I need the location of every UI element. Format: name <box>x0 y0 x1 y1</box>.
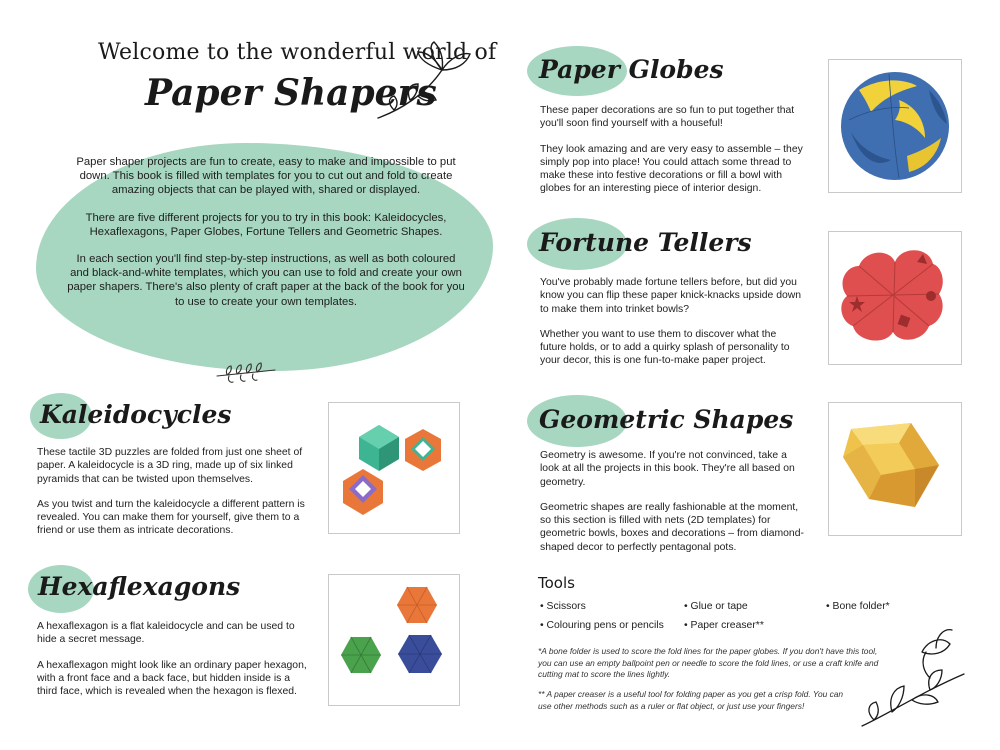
tool-item: • Glue or tape <box>684 601 748 612</box>
welcome-line-1: Welcome to the wonderful world of <box>98 40 497 65</box>
paper-globe-image <box>828 59 962 193</box>
tools-note-1: *A bone folder is used to score the fold lines for the paper globes. If you don't have this tool, you can use an empty ballpoint pen or needle to score the fold lines, or use a craft knife and cutting mat to score the lines lightly. <box>538 646 879 679</box>
hexaflexagons-title: Hexaflexagons <box>38 572 241 601</box>
geometric-title: Geometric Shapes <box>539 405 794 434</box>
intro-paragraph-1: Paper shaper projects are fun to create, easy to make and impossible to put down. This book is filled with templates for you to cut out and fold to create amazing objects that can be played with, shared or displayed. <box>76 156 456 197</box>
sprig-ornament-icon <box>215 362 277 384</box>
tool-item: • Paper creaser** <box>684 620 764 631</box>
fortune-teller-image <box>828 231 962 365</box>
hexaflexagons-paragraph-1: A hexaflexagon is a flat kaleidocycle and can be used to hide a secret message. <box>37 621 295 646</box>
tool-item: • Bone folder* <box>826 601 890 612</box>
fortune-title: Fortune Tellers <box>539 228 752 257</box>
globes-title: Paper Globes <box>539 55 724 84</box>
kaleidocycle-image <box>328 402 460 534</box>
kaleidocycles-paragraph-1: These tactile 3D puzzles are folded from just one sheet of paper. A kaleidocycle is a 3D ring, made up of six linked pyramids that can be twisted upon themselves. <box>37 447 303 485</box>
geometric-paragraph-1: Geometry is awesome. If you're not convinced, take a look at all the projects in this book. They're all based on geometry. <box>540 450 795 488</box>
globes-text <box>540 104 805 208</box>
fortune-paragraph-1: You've probably made fortune tellers before, but did you know you can flip these paper knick-knacks upside down to make them into trinket bowls? <box>540 277 802 315</box>
globes-paragraph-1: These paper decorations are so fun to put together that you'll soon find yourself with a houseful! <box>540 105 795 130</box>
geometric-text <box>540 449 805 566</box>
hexaflexagon-image <box>328 574 460 706</box>
intro-paragraph-3: In each section you'll find step-by-step instructions, as well as both coloured and black-and-white templates, which you can use to fold and create your own paper shapers. There's also plenty of craft paper at the back of the book for you to use to create your own templates. <box>67 253 465 308</box>
tools-heading: Tools <box>538 574 575 592</box>
tool-item: • Scissors <box>540 601 586 612</box>
globes-paragraph-2: They look amazing and are very easy to assemble – they simply pop into place! You could attach some thread to make these into festive decorations or fill a bowl with globes for an interesting piece of interior design. <box>540 143 803 195</box>
gem-image <box>828 402 962 536</box>
geometric-paragraph-2: Geometric shapes are really fashionable at the moment, so this section is filled with nets (2D templates) for geometric bowls, boxes and decorations – from diamond-shaped decor to perfectly pentagonal pots. <box>540 501 804 553</box>
hexaflexagons-paragraph-2: A hexaflexagon might look like an ordinary paper hexagon, with a front face and a back face, but hidden inside is a third face, which is revealed when the hexagon is flexed. <box>37 659 307 698</box>
hexaflexagons-text <box>37 620 312 710</box>
kaleidocycles-paragraph-2: As you twist and turn the kaleidocycle a different pattern is revealed. You can make them for yourself, give them to a friend or use them as intricate decorations. <box>37 498 305 537</box>
flower-doodle-icon <box>370 40 480 122</box>
kaleidocycles-title: Kaleidocycles <box>40 400 232 429</box>
branch-doodle-icon <box>852 622 972 732</box>
kaleidocycles-text <box>37 446 312 550</box>
fortune-paragraph-2: Whether you want to use them to discover what the future holds, or to add a quirky splash of personality to your decor, this is one fun-to-make paper project. <box>540 328 790 367</box>
intro-paragraph-2: There are five different projects for you to try in this book: Kaleidocycles, Hexaflexagons, Paper Globes, Fortune Tellers and Geometric Shapes. <box>85 211 447 238</box>
tool-item: • Colouring pens or pencils <box>540 620 664 631</box>
intro-text <box>66 155 466 309</box>
fortune-text <box>540 276 805 380</box>
book-title: Paper Shapers <box>145 72 437 114</box>
tools-note-2: ** A paper creaser is a useful tool for folding paper as you get a crisp fold. You can use other methods such as a ruler or flat object, or just use your fingers! <box>538 689 844 711</box>
